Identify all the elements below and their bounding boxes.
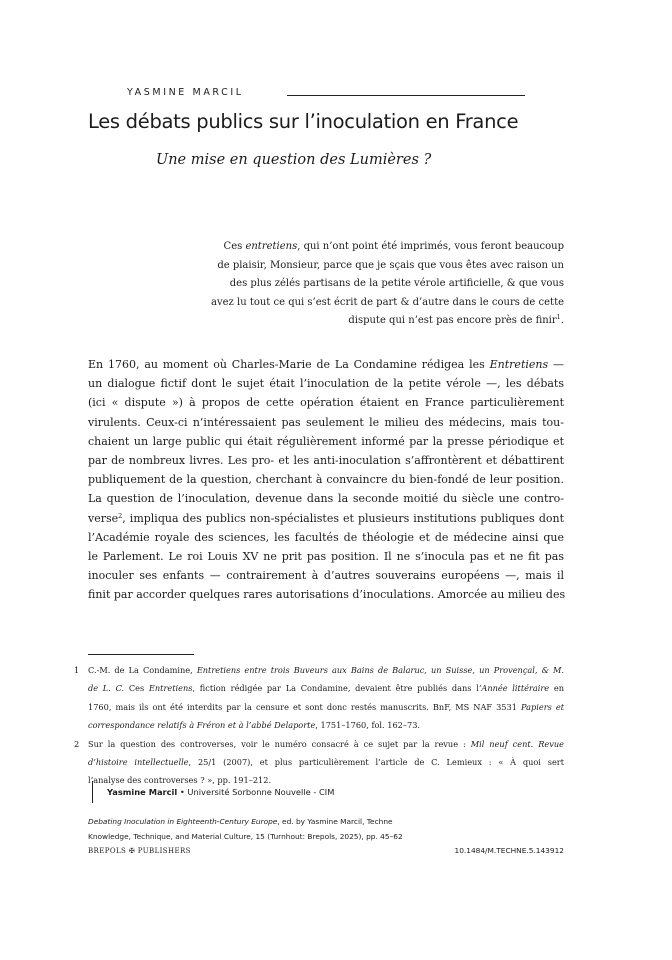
credit-line: Debating Inoculation in Eighteenth-Century Europe, ed. by Yasmine Marcil, Techne [88,817,393,826]
doi-link[interactable]: 10.1484/M.TECHNE.5.143912 [454,846,564,855]
article-subtitle: Une mise en question des Lumières ? [156,152,432,168]
body-paragraph [88,355,564,604]
footnote-number: 2 [74,738,80,749]
body-line: finit par accorder quelques rares autorisations d’inoculations. Amorcée au milieu des [88,588,566,602]
epigraph-line: dispute qui n’est pas encore près de finir$^1$. [348,313,564,326]
body-line: verse$^2$, impliqua des publics non-spécialistes et plusieurs institutions publiques dont [88,511,564,525]
affiliation-institution: Université Sorbonne Nouvelle - CIM [187,787,335,797]
affiliation-separator: • [177,787,188,797]
credit-line [88,844,564,859]
credit-line: Knowledge, Technique, and Material Culture, 15 (Turnhout: Brepols, 2025), pp. 45–62 [88,831,403,841]
footnote-number: 1 [74,665,80,675]
footnote-ref-2[interactable]: 2 [118,511,123,520]
author-header [127,87,525,101]
footnote-1-line: 1760, mais ils ont été interdits par la censure et sont donc restés manuscrits. BnF, MS NAF 3531 Papiers et [88,701,564,712]
epigraph-line: de plaisir, Monsieur, parce que je sçais que vous êtes avec raison un [217,259,564,271]
article-title: Les débats publics sur l’inoculation en France [88,110,519,133]
body-line: La question de l’inoculation, devenue dans la seconde moitié du siècle une contro- [88,492,564,506]
body-line: un dialogue fictif dont le sujet était l’inoculation de la petite vérole —, les débats [88,377,564,391]
epigraph-line: des plus zélés partisans de la petite vérole artificielle, & que vous [229,278,564,289]
author-name: YASMINE MARCIL [127,87,244,98]
footnote-1-line: de L. C. Ces Entretiens, fiction rédigée par La Condamine, devaient être publiés dans l’Année littéraire en [88,683,564,694]
body-line: En 1760, au moment où Charles-Marie de La Condamine rédigea les Entretiens — [88,358,564,371]
footnote-ref-1[interactable]: 1 [556,313,561,321]
footnote-rule [88,654,194,655]
body-line: publiquement de la question, cherchant à convaincre du bien-fondé de leur position. [88,473,564,487]
body-line: par de nombreux livres. Les pro- et les anti-inoculation s’affrontèrent et débattirent [88,453,564,467]
author-rule [287,95,525,96]
footnote-1-line: 1 C.-M. de La Condamine, Entretiens entre trois Buveurs aux Bains de Balaruc, un Suisse, un Provençal, & M. [74,661,564,679]
author-affiliation [92,781,334,803]
body-line: chaient un large public qui était régulièrement informé par la presse périodique et [88,434,564,448]
epigraph-line: avez lu tout ce qui s’est écrit de part & d’autre dans le cours de cette [211,296,564,308]
book-title: Debating Inoculation in Eighteenth-Century Europe [88,817,278,826]
footnote-1-line: correspondance relatifs à Fréron et à l’abbé Delaporte, 1751–1760, fol. 162–73. [88,720,420,731]
epigraph-line: Ces entretiens, qui n’ont point été imprimés, vous feront beaucoup [223,241,564,252]
epigraph [196,238,564,331]
publication-credit [88,815,564,859]
footnote-2-line: d’histoire intellectuelle, 25/1 (2007), et plus particulièrement l’article de C. Lemieux : « À quoi sert [88,756,564,767]
footnote-2-line: 2 Sur la question des controverses, voir le numéro consacré à ce sujet par la revue : Mil neuf cent. Revue [74,735,564,753]
body-line: le Parlement. Le roi Louis XV ne prit pas position. Il ne s’inocula pas et ne fit pas [88,549,564,563]
body-line: l’Académie royale des sciences, les facultés de théologie et de médecine ainsi que [88,530,564,544]
body-line: (ici « dispute ») à propos de cette opération étaient en France particulièrement [88,396,564,410]
publisher-name: BREPOLS ✠ PUBLISHERS [88,847,191,855]
body-line: virulents. Ceux-ci n’intéressaient pas seulement le milieu des médecins, mais tou- [88,415,564,429]
body-line: inoculer ses enfants — contrairement à d’autres souverains européens —, mais il [88,569,564,583]
affiliation-name: Yasmine Marcil [107,787,178,797]
footnotes [74,661,564,790]
footnote-2-line: l’analyse des controverses ? », pp. 191–212. [88,775,272,786]
